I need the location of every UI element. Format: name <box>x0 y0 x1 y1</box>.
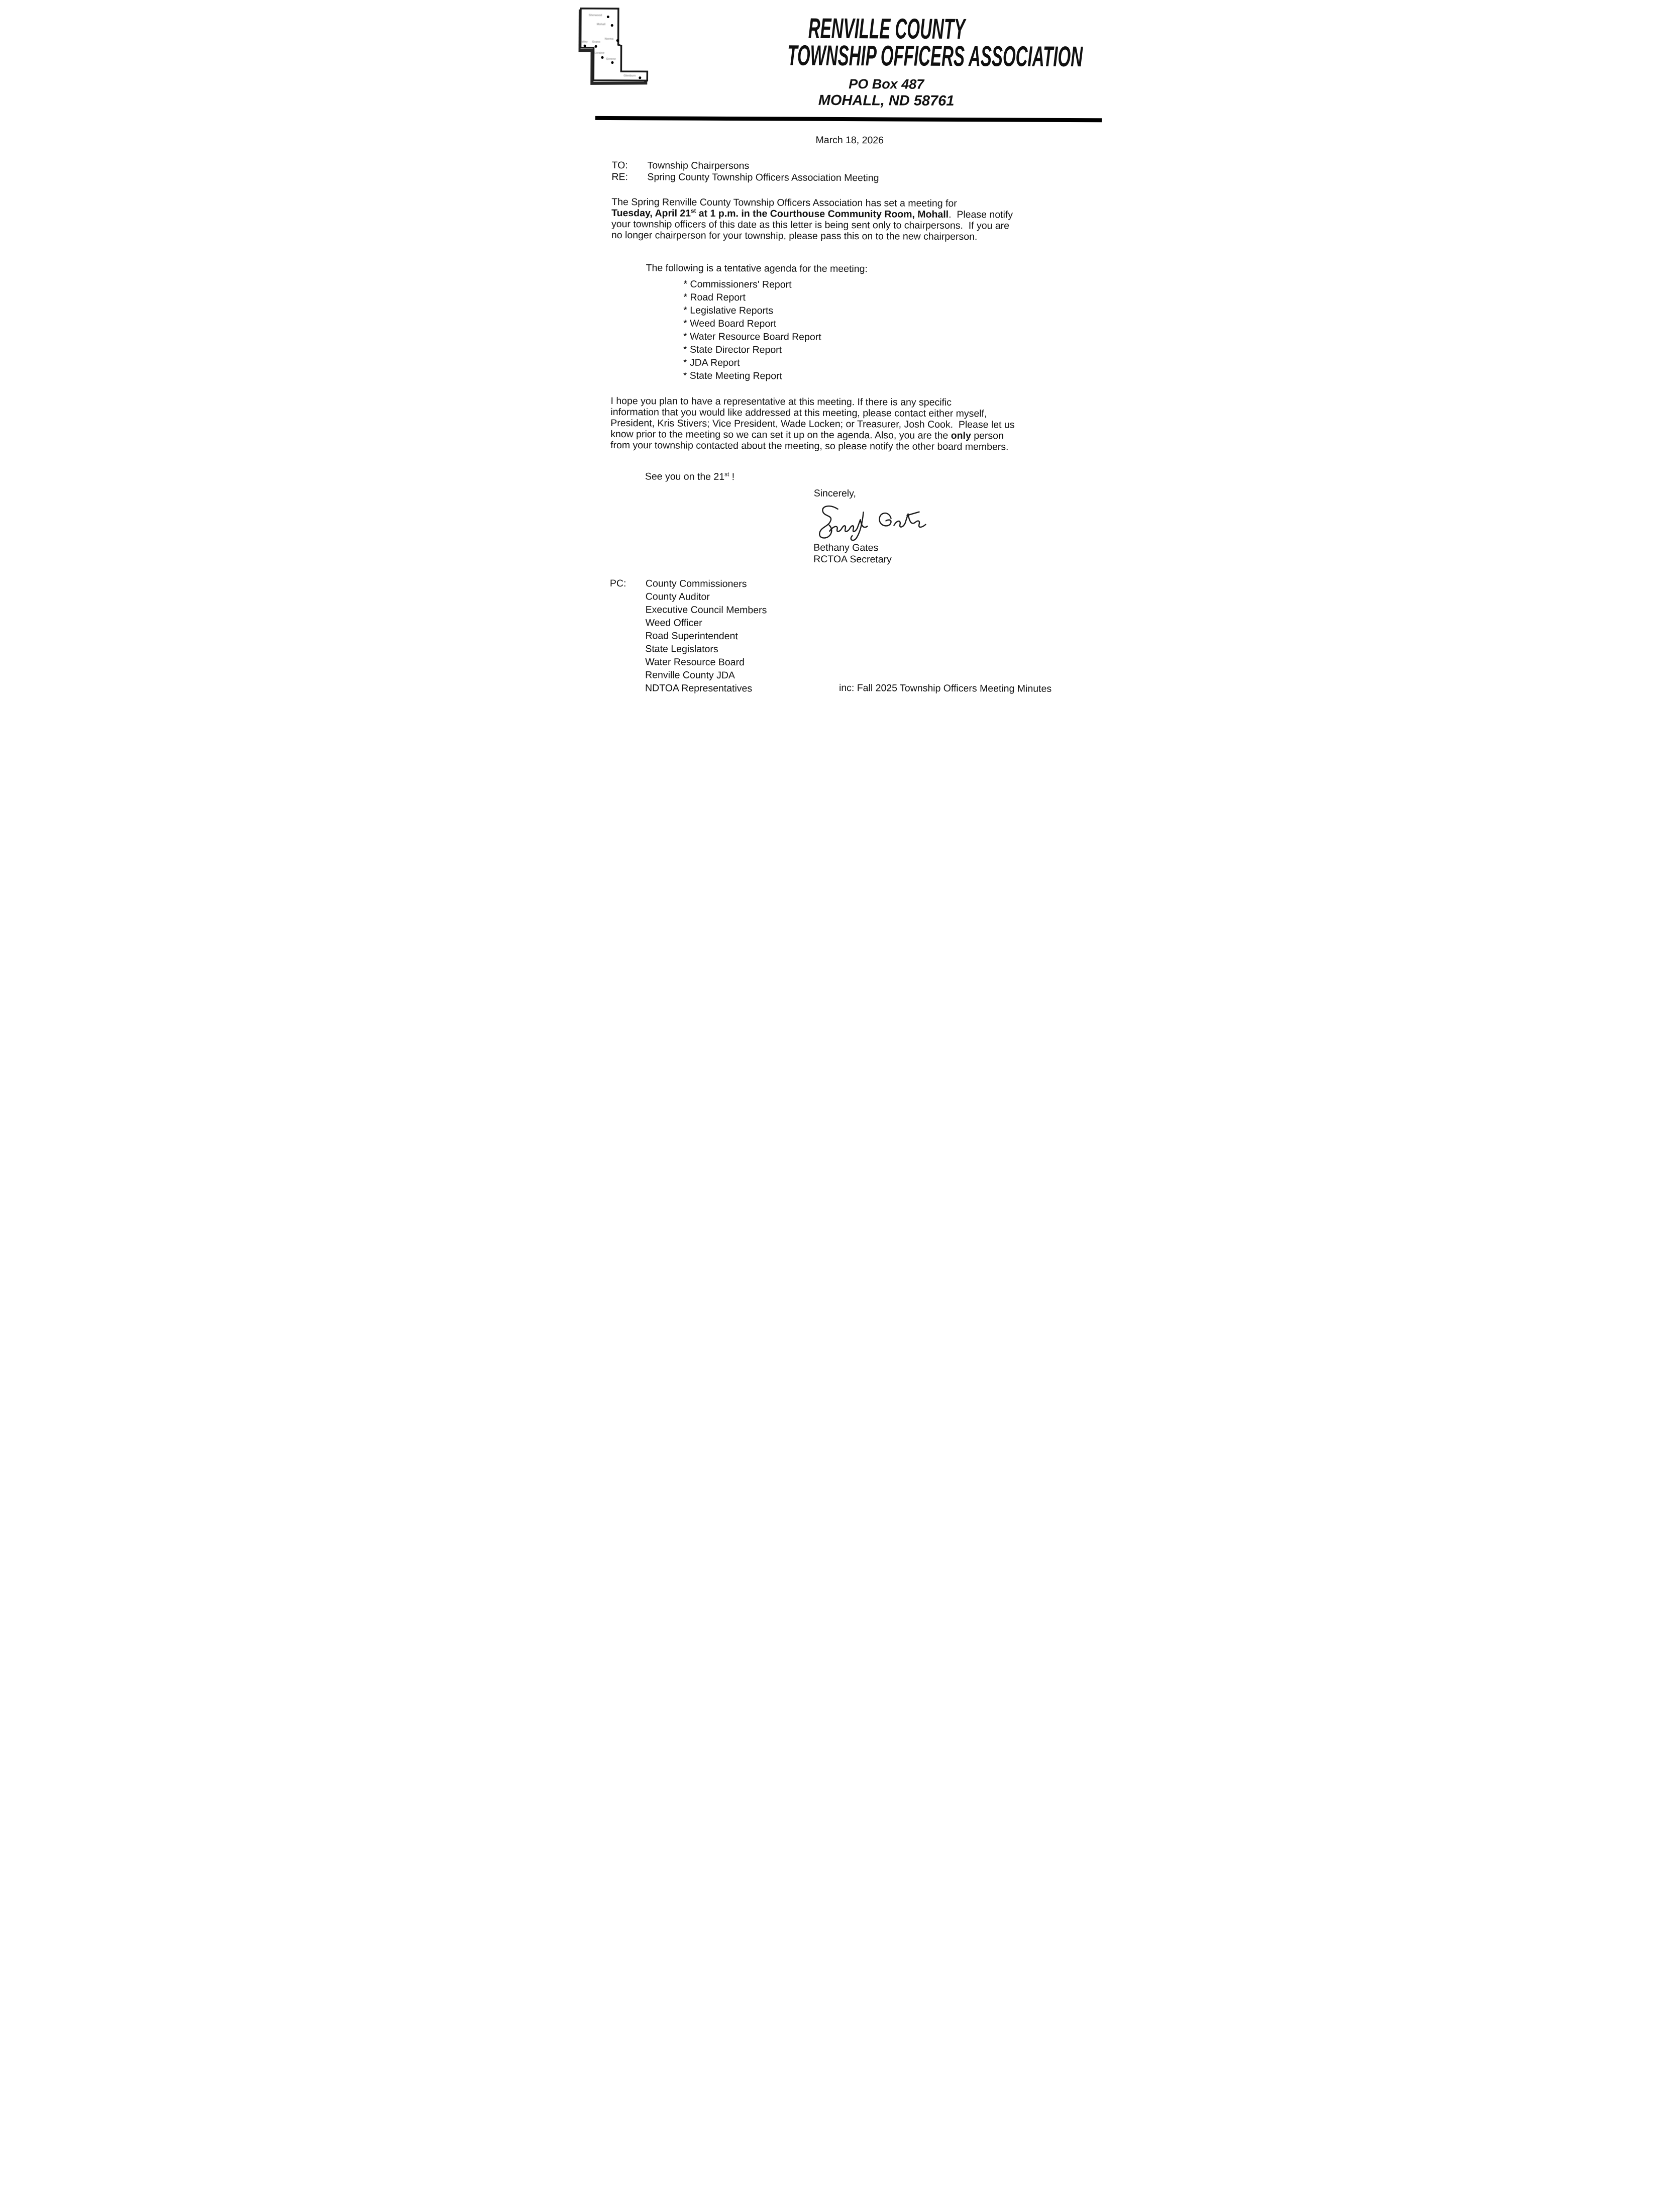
letter-content <box>609 134 1067 696</box>
re-row <box>611 171 1067 185</box>
pc-item: County Auditor <box>645 591 710 603</box>
paragraph-1 <box>611 196 1067 243</box>
letterhead <box>560 0 1120 118</box>
re-label: RE: <box>611 171 628 183</box>
town-dot-icon <box>583 45 586 47</box>
pc-item: NDTOA Representatives <box>645 682 752 694</box>
agenda-item: * State Director Report <box>683 344 782 356</box>
agenda-item: * JDA Report <box>683 357 740 369</box>
letter-page <box>560 0 1120 732</box>
closing-line: See you on the 21st ! <box>645 471 734 483</box>
pc-item: Weed Officer <box>645 617 702 629</box>
county-map-logo <box>578 6 674 92</box>
enclosure-line: inc: Fall 2025 Township Officers Meeting Minutes <box>838 682 1052 694</box>
handwritten-signature <box>814 503 955 543</box>
text-line: President, Kris Stivers; Vice President, Wade Locken; or Treasurer, Josh Cook. Please let us <box>610 418 1015 431</box>
pc-item: County Commissioners <box>645 578 747 590</box>
text-line: The Spring Renville County Township Officers Association has set a meeting for <box>611 196 957 210</box>
pc-item: Executive Council Members <box>645 604 767 616</box>
re-value: Spring County Township Officers Association Meeting <box>647 171 879 184</box>
to-label: TO: <box>611 160 628 171</box>
org-name-line2: TOWNSHIP OFFICERS ASSOCIATION <box>787 39 1083 73</box>
letter-date: March 18, 2026 <box>815 134 884 146</box>
letterhead-text <box>680 0 1093 110</box>
sincerely-line: Sincerely, <box>813 487 856 500</box>
agenda-item: * Weed Board Report <box>683 318 776 330</box>
agenda-item: * Commissioners' Report <box>683 278 792 290</box>
org-name-line1: RENVILLE COUNTY <box>807 12 965 46</box>
to-value: Township Chairpersons <box>647 160 749 172</box>
text-line: your township officers of this date as this letter is being sent only to chairpersons. If you are <box>611 219 1009 232</box>
agenda-item: * Legislative Reports <box>683 305 773 317</box>
text-line: no longer chairperson for your township, please pass this on to the new chairperson. <box>611 230 977 243</box>
county-outline-map <box>578 6 674 92</box>
text-line: Tuesday, April 21st at 1 p.m. in the Courthouse Community Room, Mohall. Please notify <box>611 208 1013 221</box>
text-line: information that you would like addressed at this meeting, please contact either myself, <box>610 407 987 420</box>
signer-name: Bethany Gates <box>813 542 878 554</box>
pc-item: Water Resource Board <box>645 656 745 668</box>
town-label: Mohall <box>596 23 605 26</box>
town-label: Norma <box>604 37 613 41</box>
town-dot-icon <box>606 16 609 18</box>
paragraph-2 <box>610 395 1066 453</box>
signer-title: RCTOA Secretary <box>813 553 892 565</box>
pc-list <box>645 577 767 695</box>
city-state-zip-line: MOHALL, ND 58761 <box>818 92 955 109</box>
town-dot-icon <box>610 24 613 27</box>
town-label: Tolley <box>580 40 588 44</box>
town-label: Glenburn <box>623 74 636 78</box>
town-dot-icon <box>594 45 597 48</box>
text-line: I hope you plan to have a representative at this meeting. If there is any specific <box>610 395 952 408</box>
agenda-item: * Water Resource Board Report <box>683 331 821 343</box>
town-label: Sherwood <box>588 14 602 17</box>
pc-item: Road Superintendent <box>645 630 738 642</box>
town-label: Loraine <box>594 51 604 55</box>
text-line: from your township contacted about the meeting, so please notify the other board members. <box>610 440 1009 453</box>
pc-item: Renville County JDA <box>645 669 735 681</box>
town-dot-icon <box>611 61 613 64</box>
town-dot-icon <box>601 56 603 59</box>
po-box-line: PO Box 487 <box>848 76 924 92</box>
text-line: know prior to the meeting so we can set it up on the agenda. Also, you are the only person <box>610 429 1004 442</box>
town-label: Greene <box>605 57 616 61</box>
agenda-intro: The following is a tentative agenda for the meeting: <box>646 262 868 275</box>
agenda-list <box>683 278 1067 384</box>
town-dot-icon <box>616 39 618 42</box>
pc-item: State Legislators <box>645 643 718 655</box>
signature-block <box>813 488 1066 566</box>
recipient-block <box>611 160 1067 185</box>
agenda-item: * Road Report <box>683 291 746 304</box>
pc-block <box>609 577 1065 696</box>
town-dot-icon <box>639 76 641 79</box>
pc-label: PC: <box>609 578 626 589</box>
town-label: Grano <box>592 40 600 44</box>
agenda-item: * State Meeting Report <box>683 370 782 382</box>
